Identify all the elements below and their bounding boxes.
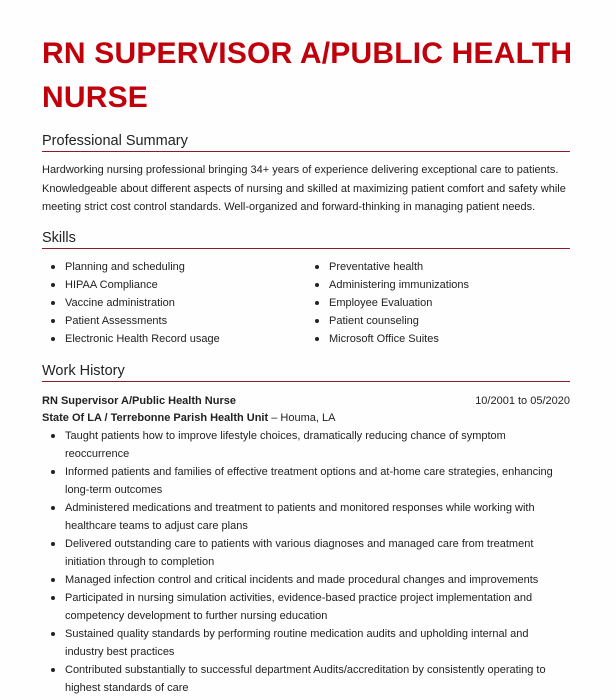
skills-list (42, 258, 570, 348)
list-item: Sustained quality standards by performing routine medication audits and upholding internal and industry best practices (42, 625, 562, 661)
list-item: Contributed substantially to successful department Audits/accreditation by consistently operating to highest standards of care (42, 661, 562, 697)
list-item: Managed infection control and critical incidents and made procedural changes and improvements (42, 571, 562, 589)
list-item: Administered medications and treatment to patients and monitored responses while working with healthcare teams to adjust care plans (42, 499, 562, 535)
list-item: Preventative health (306, 258, 570, 276)
summary-text: Hardworking nursing professional bringing 34+ years of experience delivering exceptional care to patients. Knowledgeable about different aspects of nursing and skilled at maximizing patient comfort and safety while meeting strict cost control standards. Well-organized and forward-thinking in managing patient needs. (42, 164, 566, 213)
job-dates: 10/2001 to 05/2020 (475, 395, 570, 407)
employer-line (42, 409, 570, 427)
job-title: RN Supervisor A/Public Health Nurse (42, 395, 236, 407)
skills-column-left (42, 258, 306, 348)
list-item: Electronic Health Record usage (42, 330, 306, 348)
list-item: Informed patients and families of effective treatment options and at-home care strategies, enhancing long-term outcomes (42, 463, 562, 499)
list-item: Microsoft Office Suites (306, 330, 570, 348)
work-bullets (42, 427, 562, 697)
skills-column-right (306, 258, 570, 348)
list-item: Taught patients how to improve lifestyle choices, dramatically reducing chance of symptom reoccurrence (42, 427, 562, 463)
section-heading-work: Work History (42, 363, 570, 382)
list-item: Delivered outstanding care to patients with various diagnoses and managed care from treatment initiation through to completion (42, 535, 562, 571)
employer: State Of LA / Terrebonne Parish Health Unit (42, 412, 269, 424)
section-heading-skills: Skills (42, 230, 570, 249)
list-item: Vaccine administration (42, 294, 306, 312)
list-item: Employee Evaluation (306, 294, 570, 312)
list-item: Administering immunizations (306, 276, 570, 294)
list-item: HIPAA Compliance (42, 276, 306, 294)
job-header (42, 392, 570, 410)
list-item: Patient counseling (306, 312, 570, 330)
resume-title: RN SUPERVISOR A/PUBLIC HEALTH NURSE (42, 37, 573, 114)
list-item: Participated in nursing simulation activities, evidence-based practice project implementation and competency development to further nursing education (42, 589, 562, 625)
section-heading-summary: Professional Summary (42, 133, 570, 152)
list-item: Patient Assessments (42, 312, 306, 330)
list-item: Planning and scheduling (42, 258, 306, 276)
job-location: – Houma, LA (268, 412, 336, 424)
